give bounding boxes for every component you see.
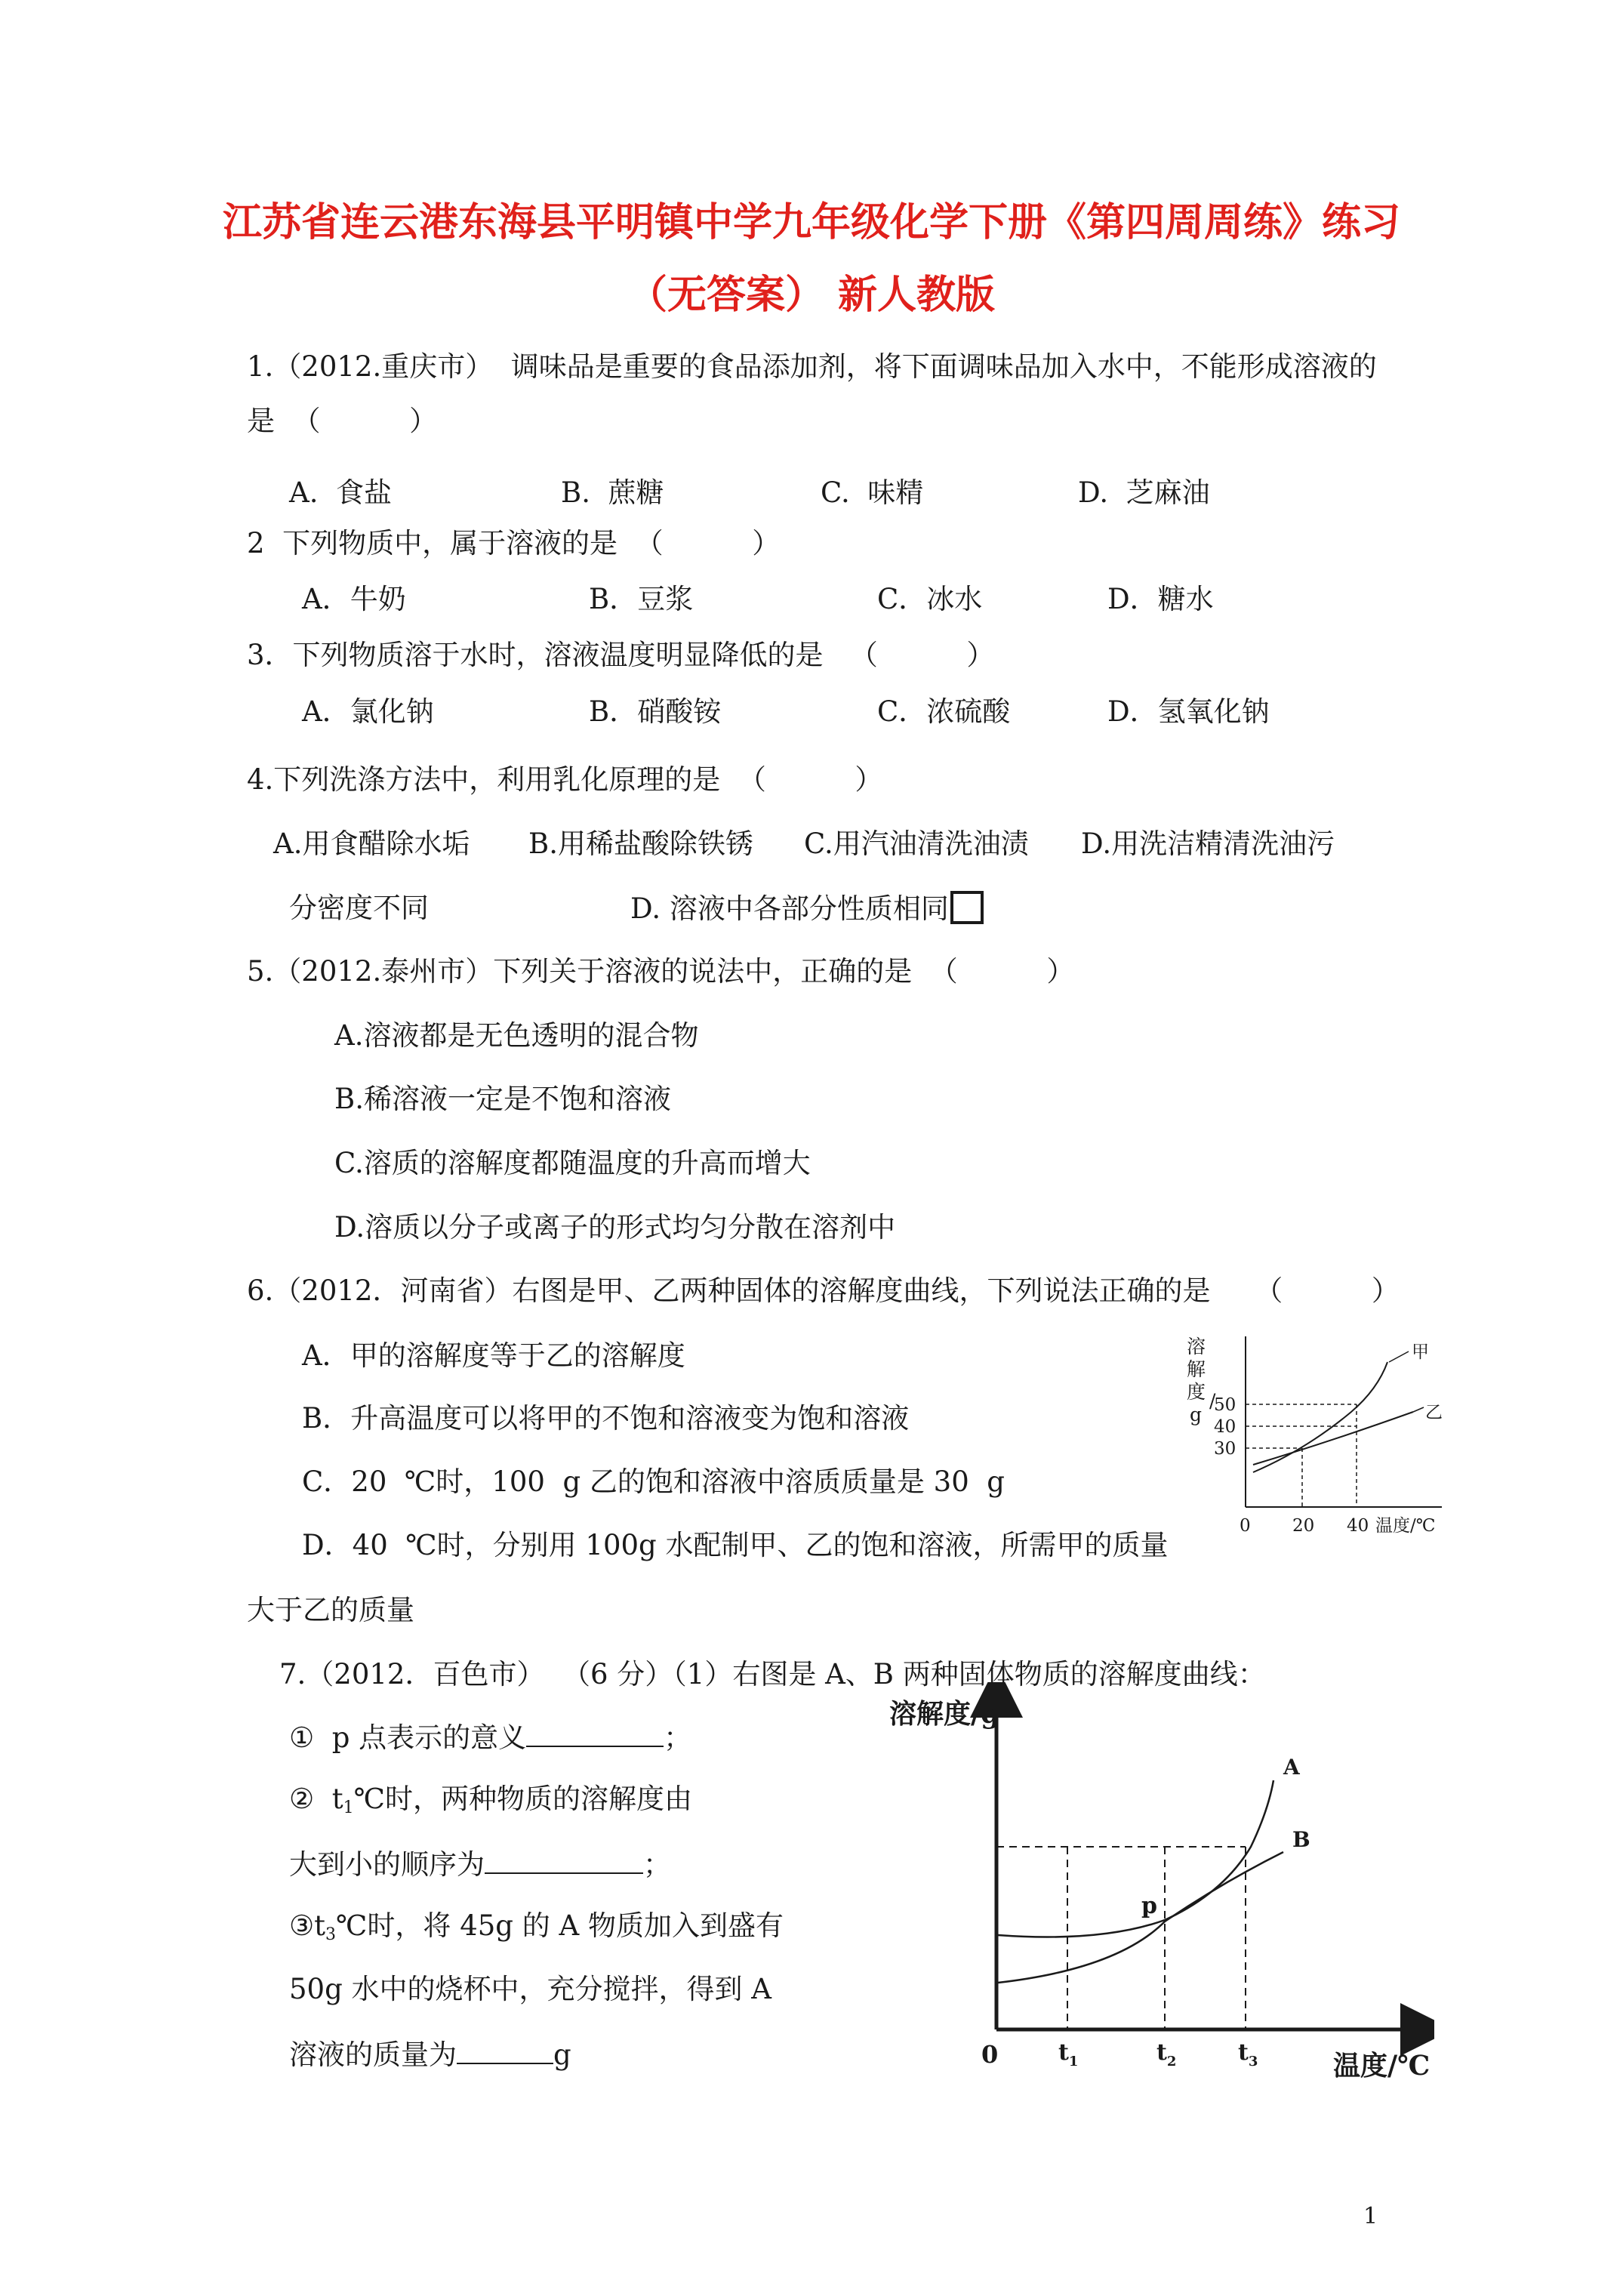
q2-option-c: C．冰水: [877, 583, 983, 615]
q7-part1: [289, 1718, 691, 1755]
q1-option-d: D. 芝麻油: [1078, 476, 1210, 509]
q7-x-tick-t2-sub: 2: [1166, 2054, 1177, 2069]
q3-option-b: B．硝酸铵: [589, 695, 722, 728]
q7-part1-blank: [526, 1718, 664, 1747]
q7-part1-end: ；: [664, 1721, 692, 1754]
q7-x-tick-t3: [1238, 2039, 1258, 2069]
q6-curve-yi: [1253, 1412, 1413, 1465]
q7-x-tick-t1-letter: t: [1058, 2039, 1069, 2066]
q6-stem: 6.（2012．河南省）右图是甲、乙两种固体的溶解度曲线，下列说法正确的是 （ ）: [247, 1274, 1400, 1307]
q7-part2-label-b: ℃时，两种物质的溶解度由: [353, 1783, 692, 1815]
q6-y-title-2: 解: [1187, 1358, 1206, 1380]
q5-option-c: C.溶质的溶解度都随温度的升高而增大: [334, 1147, 811, 1179]
q7-part3-blank: [457, 2036, 553, 2064]
q7-part3-line2: 50g 水中的烧杯中，充分搅拌，得到 A: [289, 1973, 772, 2005]
q7-solubility-chart: [876, 1682, 1434, 2105]
q6-x-tick-40: 40: [1347, 1516, 1369, 1536]
q6-option-c: C．20 ℃时，100 g 乙的饱和溶液中溶质质量是 30 g: [302, 1465, 1005, 1498]
q7-part1-label: ① p 点表示的意义: [289, 1721, 527, 1754]
q7-curve-b: [998, 1852, 1283, 1983]
q7-origin-label: 0: [981, 2040, 999, 2069]
q7-series-label-a: A: [1283, 1755, 1300, 1780]
q6-y-title-1: 溶: [1187, 1336, 1206, 1358]
q6-series-label-jia: 甲: [1412, 1342, 1429, 1362]
q5-stem: 5.（2012.泰州市）下列关于溶液的说法中，正确的是 （ ）: [247, 955, 1075, 988]
q3-option-a: A．氯化钠: [302, 695, 434, 728]
q7-series-label-b: B: [1292, 1827, 1310, 1852]
q5-option-a: A.溶液都是无色透明的混合物: [334, 1019, 699, 1052]
q7-x-tick-t1: [1058, 2039, 1078, 2069]
q5-option-b: B.稀溶液一定是不饱和溶液: [334, 1083, 671, 1115]
q7-part2-continued: [289, 1845, 671, 1882]
q6-option-d: D．40 ℃时，分别用 100g 水配制甲、乙的饱和溶液，所需甲的质量: [302, 1529, 1169, 1561]
q1-stem-line1: 1.（2012.重庆市） 调味品是重要的食品添加剂，将下面调味品加入水中，不能形成溶液的: [247, 350, 1377, 383]
q6-x-tick-20: 20: [1292, 1516, 1315, 1536]
q7-part3-unit: g: [553, 2039, 571, 2071]
q7-part2: [289, 1782, 692, 1826]
page-number: 1: [1363, 2203, 1378, 2230]
q7-y-title: 溶解度/g: [889, 1698, 1000, 1730]
q7-curve-a: [998, 1780, 1273, 1937]
q7-part2-label-a: ② t: [289, 1783, 343, 1815]
q7-stem: 7.（2012．百色市） （6 分）（1）右图是 A、B 两种固体物质的溶解度曲线：: [279, 1658, 1266, 1690]
q7-part2-label-c: 大到小的顺序为: [289, 1848, 485, 1881]
q1-stem-line2: 是 （ ）: [247, 405, 438, 437]
q4-answer-box: [950, 891, 984, 924]
q7-part2-end: ；: [643, 1848, 671, 1881]
q7-part3-subscript: 3: [325, 1925, 337, 1944]
q7-part3-label-b: ℃时，将 45g 的 A 物质加入到盛有: [336, 1909, 784, 1942]
q6-series-label-yi: 乙: [1425, 1403, 1443, 1422]
q7-part3-line3: [289, 2036, 571, 2073]
q2-option-d: D．糖水: [1107, 583, 1214, 615]
q7-x-tick-t3-letter: t: [1238, 2039, 1249, 2066]
q7-x-title: 温度/℃: [1333, 2050, 1431, 2082]
q6-y-tick-50: 50: [1214, 1395, 1236, 1415]
q6-y-title-5: g: [1190, 1404, 1203, 1425]
q7-part2-subscript: 1: [343, 1798, 354, 1817]
q7-part3-label-a: ③t: [289, 1909, 326, 1942]
q7-x-tick-t2-letter: t: [1156, 2039, 1167, 2066]
doc-title-line1: 江苏省连云港东海县平明镇中学九年级化学下册《第四周周练》练习: [222, 199, 1400, 245]
q6-curve-jia: [1253, 1362, 1387, 1472]
q4-option-d: D.用洗洁精清洗油污: [1081, 827, 1335, 860]
q1-option-a: A. 食盐: [289, 476, 393, 509]
q6-solubility-chart: [1185, 1329, 1487, 1548]
q3-option-d: D．氢氧化钠: [1107, 695, 1270, 728]
q4-stray-text-right-label: D. 溶液中各部分性质相同: [630, 892, 949, 925]
q6-y-title-3: 度: [1187, 1381, 1206, 1403]
q6-y-tick-40: 40: [1214, 1417, 1236, 1437]
q4-option-b: B.用稀盐酸除铁锈: [528, 827, 753, 860]
q6-x-title: 温度/℃: [1375, 1516, 1436, 1536]
doc-title-line2: （无答案） 新人教版: [627, 272, 996, 318]
q5-option-d: D.溶质以分子或离子的形式均匀分散在溶剂中: [334, 1211, 896, 1244]
q7-point-p-label: p: [1141, 1893, 1157, 1919]
q3-stem: 3．下列物质溶于水时，溶液温度明显降低的是 （ ）: [247, 639, 995, 671]
q2-option-b: B．豆浆: [589, 583, 694, 615]
q7-part2-blank: [485, 1845, 643, 1874]
q2-option-a: A．牛奶: [302, 583, 406, 615]
q7-part3: [289, 1909, 784, 1952]
q6-leader-yi: [1413, 1407, 1424, 1412]
q4-stem: 4.下列洗涤方法中，利用乳化原理的是 （ ）: [247, 763, 883, 796]
q6-y-title-4: /: [1209, 1390, 1216, 1412]
q4-option-a: A.用食醋除水垢: [273, 827, 470, 860]
q7-x-tick-t3-sub: 3: [1248, 2054, 1258, 2069]
q6-y-tick-30: 30: [1214, 1439, 1236, 1459]
q7-part3-label-d: 溶液的质量为: [289, 2039, 457, 2071]
q1-option-c: C. 味精: [821, 476, 924, 509]
q4-option-c: C.用汽油清洗油渍: [804, 827, 1029, 860]
q7-x-tick-t1-sub: 1: [1068, 2054, 1079, 2069]
q1-option-b: B. 蔗糖: [561, 476, 664, 509]
q4-stray-text-right: [630, 891, 984, 926]
q4-stray-text-left: 分密度不同: [289, 892, 429, 924]
q6-option-b: B．升高温度可以将甲的不饱和溶液变为饱和溶液: [302, 1402, 910, 1435]
q6-leader-jia: [1389, 1351, 1409, 1362]
q6-option-d-continued: 大于乙的质量: [247, 1594, 414, 1626]
q6-x-tick-0: 0: [1240, 1516, 1251, 1536]
q7-x-tick-t2: [1156, 2039, 1176, 2069]
q2-stem: 2 下列物质中，属于溶液的是 （ ）: [247, 527, 781, 559]
q6-option-a: A．甲的溶解度等于乙的溶解度: [302, 1339, 685, 1372]
q3-option-c: C．浓硫酸: [877, 695, 1011, 728]
